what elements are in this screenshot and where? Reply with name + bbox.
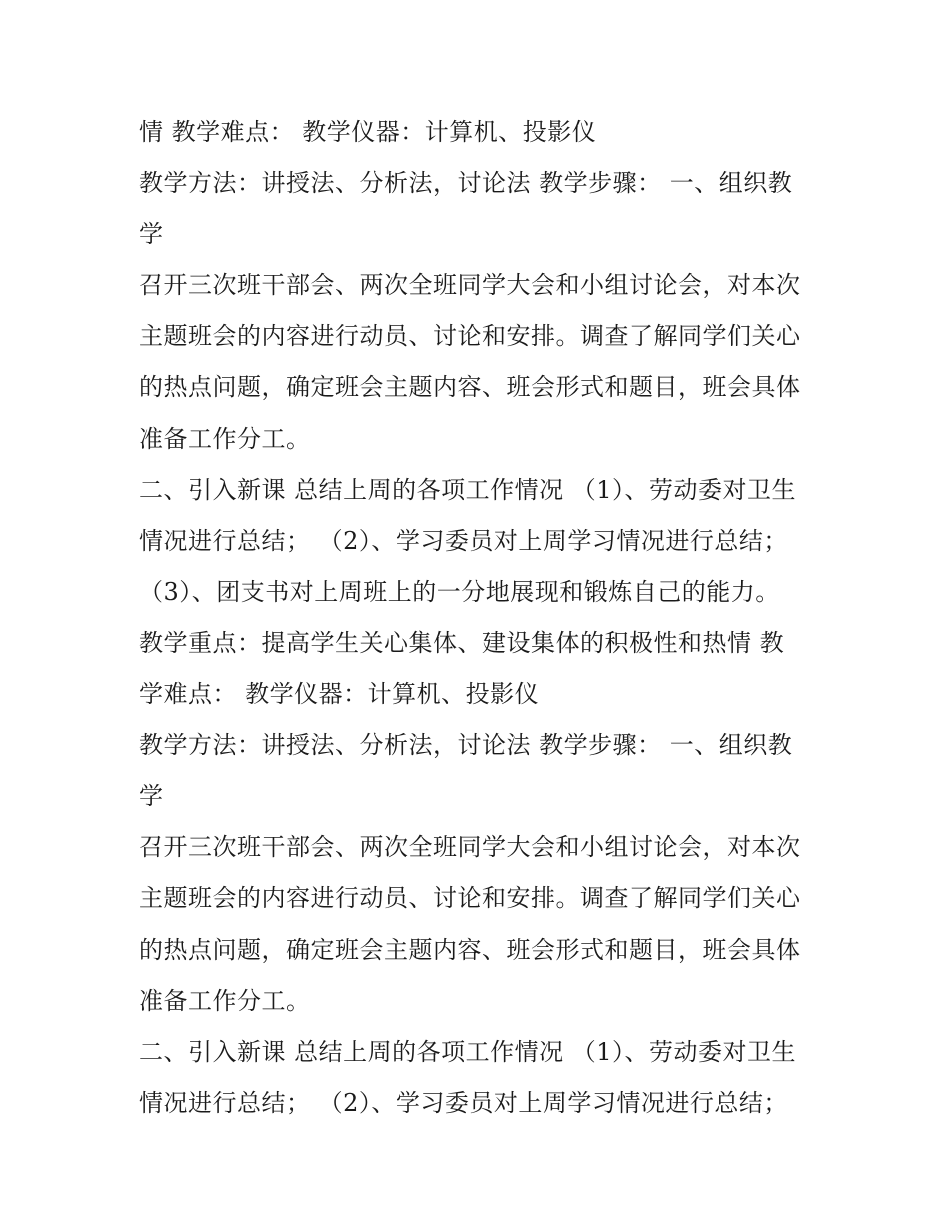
text-line: 准备工作分工。 <box>139 986 311 1015</box>
text-line: 的热点问题，确定班会主题内容、班会形式和题目，班会具体 <box>139 373 801 402</box>
text-line: 学难点： 教学仪器：计算机、投影仪 <box>139 680 540 709</box>
text-line: 主题班会的内容进行动员、讨论和安排。调查了解同学们关心 <box>139 322 801 351</box>
text-line: 教学方法：讲授法、分析法，讨论法 教学步骤： 一、组织教 <box>139 169 793 198</box>
text-line: 主题班会的内容进行动员、讨论和安排。调查了解同学们关心 <box>139 884 801 913</box>
text-line: （3）、团支书对上周班上的一分地展现和锻炼自己的能力。 <box>139 577 780 606</box>
text-line: 召开三次班干部会、两次全班同学大会和小组讨论会，对本次 <box>139 271 801 300</box>
text-line: 学 <box>139 782 164 811</box>
text-line: 教学方法：讲授法、分析法，讨论法 教学步骤： 一、组织教 <box>139 731 793 760</box>
text-line: 召开三次班干部会、两次全班同学大会和小组讨论会，对本次 <box>139 833 801 862</box>
text-line: 的热点问题，确定班会主题内容、班会形式和题目，班会具体 <box>139 935 801 964</box>
text-line: 情况进行总结； （2）、学习委员对上周学习情况进行总结； <box>139 1088 788 1117</box>
text-line: 学 <box>139 220 164 249</box>
text-line: 准备工作分工。 <box>139 424 311 453</box>
text-line: 情况进行总结； （2）、学习委员对上周学习情况进行总结； <box>139 526 788 555</box>
text-line: 教学重点：提高学生关心集体、建设集体的积极性和热情 教 <box>139 628 785 657</box>
text-line: 二、引入新课 总结上周的各项工作情况 （1）、劳动委对卫生 <box>139 1037 797 1066</box>
text-line: 情 教学难点： 教学仪器：计算机、投影仪 <box>139 118 597 146</box>
text-line: 二、引入新课 总结上周的各项工作情况 （1）、劳动委对卫生 <box>139 475 797 504</box>
body-text <box>139 107 819 1129</box>
